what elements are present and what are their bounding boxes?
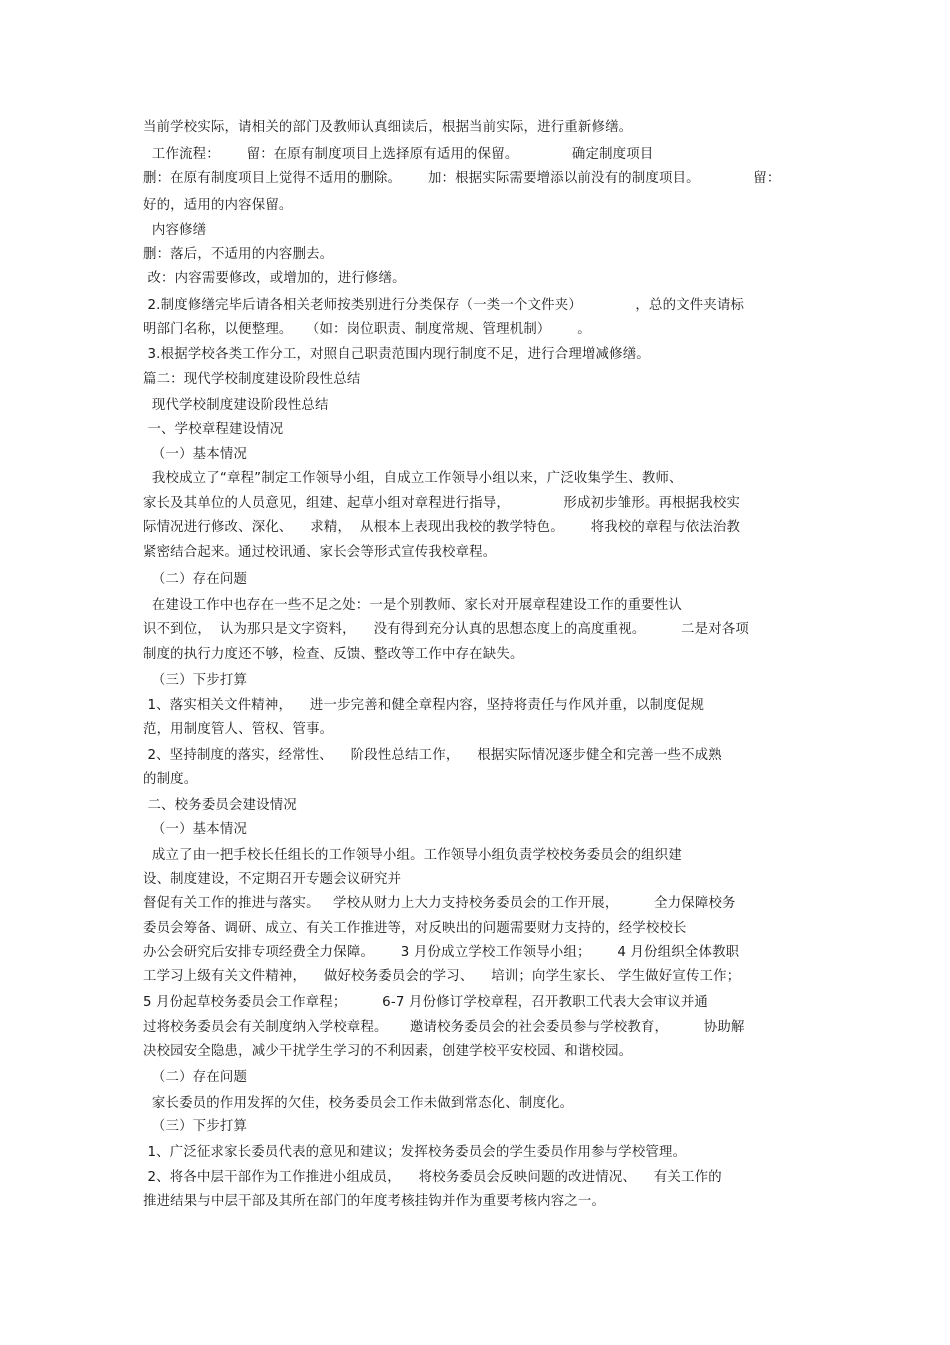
text-line: 篇二：现代学校制度建设阶段性总结 [143,372,361,387]
text-line: 一、学校章程建设情况 [143,422,284,437]
text-line: 3.根据学校各类工作分工，对照自己职责范围内现行制度不足，进行合理增减修缮。 [143,347,650,362]
text-line: 家长及其单位的人员意见，组建、起草小组对章程进行指导， 形成初步雏形。再根据我校实 [143,496,741,511]
text-line: （二）存在问题 [143,572,248,587]
text-line: 在建设工作中也存在一些不足之处：一是个别教师、家长对开展章程建设工作的重要性认 [143,598,682,613]
text-line: 工作流程： 留：在原有制度项目上选择原有适用的保留。 确定制度项目 [143,147,654,162]
text-line: 紧密结合起来。通过校讯通、家长会等形式宣传我校章程。 [143,545,497,560]
text-line: 1、落实相关文件精神， 进一步完善和健全章程内容，坚持将责任与作风并重，以制度促规 [143,698,705,713]
text-line: 督促有关工作的推进与落实。 学校从财力上大力支持校务委员会的工作开展， 全力保障校务 [143,896,736,911]
text-line: 范，用制度管人、管权、管事。 [143,722,334,737]
text-line: 我校成立了“章程”制定工作领导小组，自成立工作领导小组以来，广泛收集学生、教师、 [143,471,683,486]
text-line: （二）存在问题 [143,1070,248,1085]
text-line: 的制度。 [143,772,198,787]
text-line: 设、制度建设，不定期召开专题会议研究并 [143,872,402,887]
text-line: 成立了由一把手校长任组长的工作领导小组。工作领导小组负责学校校务委员会的组织建 [143,848,682,863]
text-line: 2、将各中层干部作为工作推进小组成员， 将校务委员会反映问题的改进情况、 有关工作的 [143,1170,722,1185]
text-line: 内容修缮 [143,223,207,238]
text-line: 识不到位， 认为那只是文字资料， 没有得到充分认真的思想态度上的高度重视。 二是对各项 [143,622,750,637]
text-line: 当前学校实际，请相关的部门及教师认真细读后，根据当前实际，进行重新修缮。 [143,120,633,135]
text-line: 二、校务委员会建设情况 [143,798,297,813]
text-line: 删：落后，不适用的内容删去。 [143,247,334,262]
text-line: 际情况进行修改、深化、 求精， 从根本上表现出我校的教学特色。 将我校的章程与依法治教 [143,520,741,535]
text-line: 删：在原有制度项目上觉得不适用的删除。 加：根据实际需要增添以前没有的制度项目。 留： [143,171,781,186]
text-line: （一）基本情况 [143,822,248,837]
text-line: 现代学校制度建设阶段性总结 [143,398,329,413]
text-line: 1、广泛征求家长委员代表的意见和建议；发挥校务委员会的学生委员作用参与学校管理。 [143,1145,687,1160]
text-line: （三）下步打算 [143,1119,248,1134]
text-line: 2.制度修缮完毕后请各相关老师按类别进行分类保存（一类一个文件夹） ，总的文件夹请标 [143,298,745,313]
text-line: （一）基本情况 [143,447,248,462]
text-line: 5 月份起草校务委员会工作章程； 6-7 月份修订学校章程，召开教职工代表大会审议并通 [143,995,709,1010]
text-line: 办公会研究后安排专项经费全力保障。 3 月份成立学校工作领导小组； 4 月份组织全体教职 [143,945,740,960]
text-line: 2、坚持制度的落实，经常性、 阶段性总结工作， 根据实际情况逐步健全和完善一些不成熟 [143,748,722,763]
text-line: （三）下步打算 [143,673,248,688]
text-line: 委员会筹备、调研、成立、有关工作推进等，对反映出的问题需要财力支持的，经学校校长 [143,921,687,936]
text-line: 好的，适用的内容保留。 [143,198,293,213]
text-line: 过将校务委员会有关制度纳入学校章程。 邀请校务委员会的社会委员参与学校教育， 协助解 [143,1020,745,1035]
text-line: 家长委员的作用发挥的欠佳，校务委员会工作未做到常态化、制度化。 [143,1096,574,1111]
text-line: 决校园安全隐患，减少干扰学生学习的不利因素，创建学校平安校园、和谐校园。 [143,1044,633,1059]
text-line: 推进结果与中层干部及其所在部门的年度考核挂钩并作为重要考核内容之一。 [143,1194,606,1209]
text-line: 改：内容需要修改，或增加的，进行修缮。 [143,271,406,286]
text-line: 工学习上级有关文件精神， 做好校务委员会的学习、 培训；向学生家长、 学生做好宣传工作； [143,969,741,984]
text-line: 明部门名称，以便整理。 （如：岗位职责、制度常规、管理机制） 。 [143,322,591,337]
text-line: 制度的执行力度还不够，检查、反馈、整改等工作中存在缺失。 [143,647,524,662]
